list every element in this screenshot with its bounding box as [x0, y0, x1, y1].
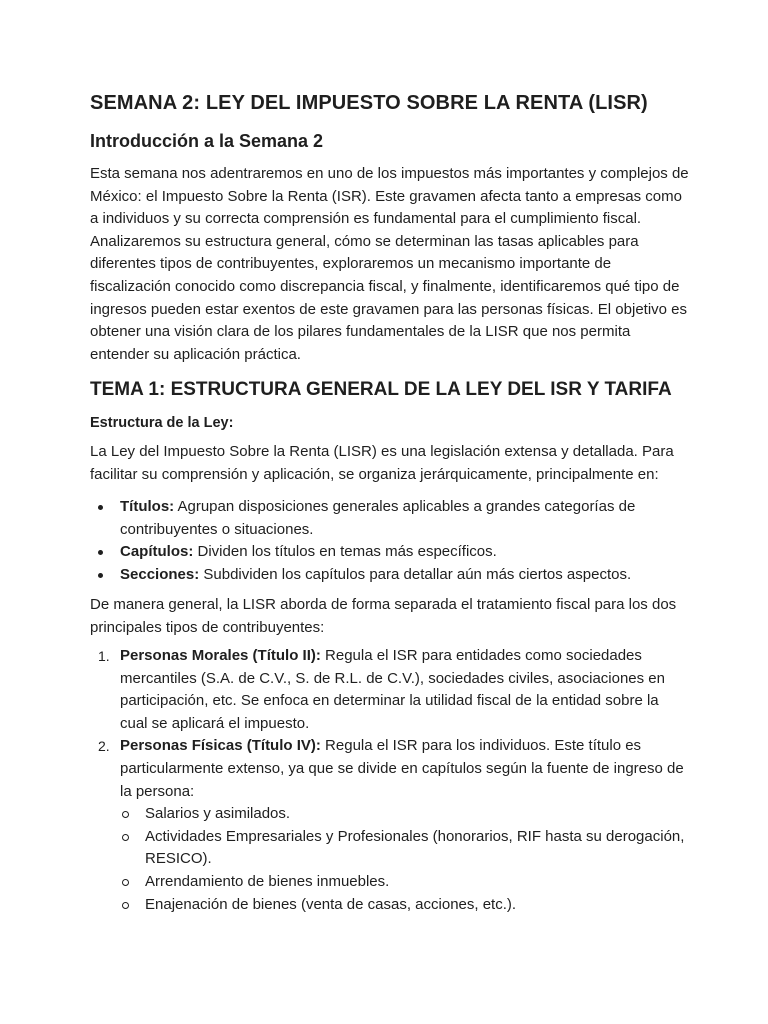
structure-paragraph: La Ley del Impuesto Sobre la Renta (LISR) es una legislación extensa y detallada. Para facilitar su comprensión y aplicación, se organiza jerárquicamente, principalmente en:	[90, 443, 674, 483]
taxpayers-paragraph: De manera general, la LISR aborda de forma separada el tratamiento fiscal para los dos principales tipos de contribuyentes:	[90, 596, 677, 636]
bullet-text: Agrupan disposiciones generales aplicables a grandes categorías de contribuyentes o situaciones.	[120, 498, 636, 538]
bullet-term: Secciones:	[120, 565, 200, 583]
sub-item-text: Arrendamiento de bienes inmuebles.	[145, 872, 390, 890]
list-item	[90, 496, 690, 541]
intro-paragraph: Esta semana nos adentraremos en uno de los impuestos más importantes y complejos de México: el Impuesto Sobre la Renta (ISR). Este gravamen afecta tanto a empresas como a individuos y su correcta comprensión es fundamental para el cumplimiento fiscal. Analizaremos su estructura general, cómo se determinan las tasas aplicables para diferentes tipos de contribuyentes, exploraremos un mecanismo importante de fiscalización conocido como discrepancia fiscal, y finalmente, identificaremos qué tipo de ingresos pueden estar exentos de este gravamen para las personas físicas. El objetivo es obtener una visión clara de los pilares fundamentales de la LISR que nos permita entender su aplicación práctica.	[90, 165, 689, 363]
taxpayer-types-list	[90, 645, 690, 916]
item-text: Regula el ISR para entidades como sociedades mercantiles (S.A. de C.V., S. de R.L. de C.V.), sociedades civiles, asociaciones en participación, etc. Se enfoca en determinar la utilidad fiscal de la entidad sobre la cual se aplicará el impuesto.	[120, 647, 665, 732]
bullet-text: Subdividen los capítulos para detallar aún más ciertos aspectos.	[199, 565, 632, 583]
list-item	[120, 894, 690, 917]
item-term: Personas Físicas (Título IV):	[120, 737, 321, 755]
list-number: 2.	[98, 738, 110, 755]
bullet-icon	[98, 573, 103, 578]
sub-item-text: Actividades Empresariales y Profesionales (honorarios, RIF hasta su derogación, RESICO).	[145, 827, 685, 868]
tema1-heading: TEMA 1: ESTRUCTURA GENERAL DE LA LEY DEL ISR Y TARIFA	[90, 379, 672, 400]
list-number: 1.	[98, 648, 110, 664]
list-item	[120, 803, 690, 826]
bullet-term: Títulos:	[120, 498, 175, 515]
hollow-bullet-icon	[122, 811, 129, 818]
structure-bullet-list	[90, 496, 690, 586]
bullet-text: Dividen los títulos en temas más específicos.	[193, 543, 497, 561]
hollow-bullet-icon	[122, 902, 129, 909]
structure-subheading: Estructura de la Ley:	[90, 415, 234, 431]
hollow-bullet-icon	[122, 834, 129, 841]
item-term: Personas Morales (Título II):	[120, 647, 321, 664]
item-text: Regula el ISR para los individuos. Este título es particularmente extenso, ya que se divide en capítulos según la fuente de ingreso de la persona:	[120, 737, 684, 800]
income-sources-list	[120, 803, 690, 916]
bullet-icon	[98, 550, 103, 555]
hollow-bullet-icon	[122, 879, 129, 886]
sub-item-text: Enajenación de bienes (venta de casas, acciones, etc.).	[145, 895, 517, 913]
list-item	[90, 541, 690, 564]
list-item	[90, 645, 690, 735]
bullet-term: Capítulos:	[120, 543, 194, 561]
list-item	[120, 871, 690, 894]
list-item	[90, 564, 690, 587]
bullet-icon	[98, 505, 103, 510]
document-title: SEMANA 2: LEY DEL IMPUESTO SOBRE LA RENTA (LISR)	[90, 92, 648, 114]
list-item	[120, 826, 690, 871]
sub-item-text: Salarios y asimilados.	[145, 805, 291, 823]
list-item	[90, 735, 690, 916]
intro-heading: Introducción a la Semana 2	[90, 131, 324, 151]
